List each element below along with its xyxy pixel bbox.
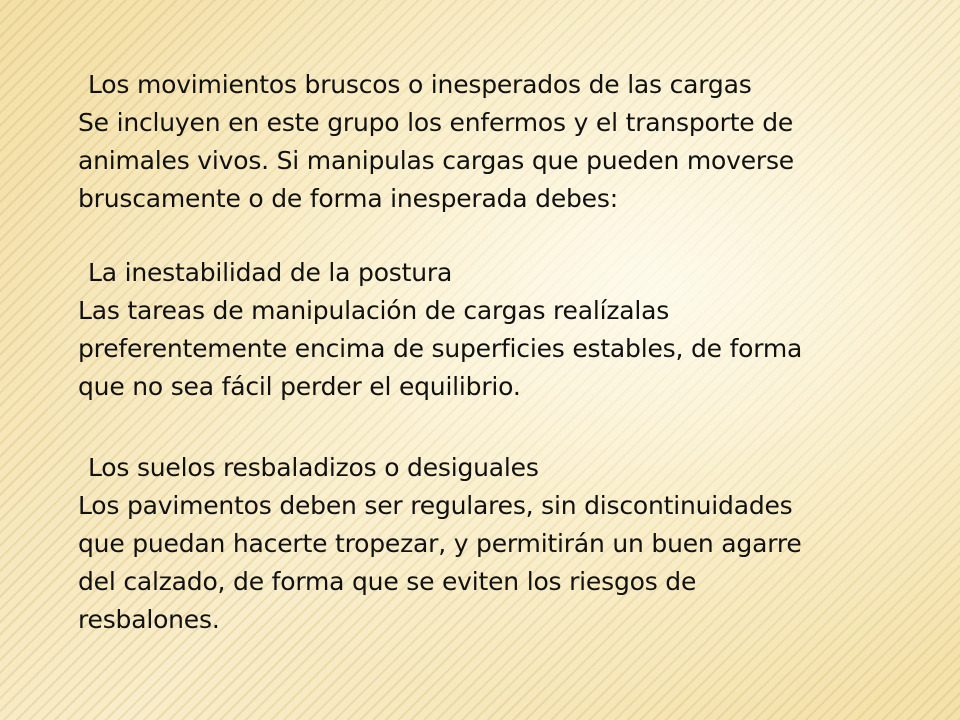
text-line: que puedan hacerte tropezar, y permitirán un buen agarre [78, 529, 802, 558]
text-line: resbalones. [78, 605, 220, 634]
text-line: que no sea fácil perder el equilibrio. [78, 372, 521, 401]
text-line: animales vivos. Si manipulas cargas que pueden moverse [78, 146, 794, 175]
text-line: preferentemente encima de superficies estables, de forma [78, 334, 803, 363]
text-line: Las tareas de manipulación de cargas realízalas [78, 296, 670, 325]
section-posture-instability [78, 254, 898, 406]
text-line: Se incluyen en este grupo los enfermos y el transporte de [78, 108, 794, 137]
section-body [78, 104, 898, 218]
section-heading: Los movimientos bruscos o inesperados de las cargas [88, 70, 752, 99]
section-sudden-movements [78, 66, 898, 218]
section-body [78, 487, 898, 639]
section-body [78, 292, 898, 406]
text-line: Los pavimentos deben ser regulares, sin discontinuidades [78, 491, 793, 520]
text-line: bruscamente o de forma inesperada debes: [78, 184, 618, 213]
section-heading: La inestabilidad de la postura [88, 258, 453, 287]
section-heading: Los suelos resbaladizos o desiguales [88, 453, 539, 482]
section-slippery-floors [78, 449, 898, 639]
text-line: del calzado, de forma que se eviten los riesgos de [78, 567, 697, 596]
